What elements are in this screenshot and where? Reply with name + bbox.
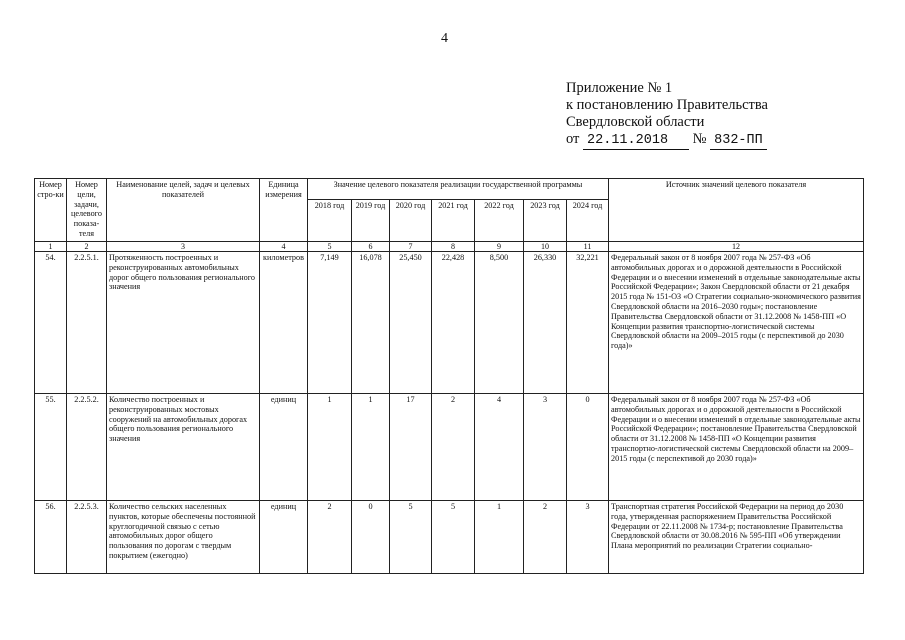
goal-code: 2.2.5.2. [67, 394, 107, 501]
header-goal-number: Номер цели, задачи, целевого показа-теля [67, 179, 107, 242]
resolution-number: 832-ПП [710, 132, 767, 150]
row-number: 56. [35, 501, 67, 574]
column-number: 10 [524, 242, 567, 252]
value-2019: 1 [352, 394, 390, 501]
unit: единиц [260, 394, 308, 501]
unit: километров [260, 252, 308, 394]
header-name: Наименование целей, задач и целевых показателей [107, 179, 260, 242]
value-2023: 2 [524, 501, 567, 574]
appendix-header [566, 80, 768, 150]
column-number: 12 [609, 242, 864, 252]
value-2024: 0 [567, 394, 609, 501]
row-number: 54. [35, 252, 67, 394]
goal-code: 2.2.5.3. [67, 501, 107, 574]
unit: единиц [260, 501, 308, 574]
column-number: 3 [107, 242, 260, 252]
year-2018: 2018 год [308, 200, 352, 242]
year-2019: 2019 год [352, 200, 390, 242]
value-2020: 5 [390, 501, 432, 574]
column-number: 9 [475, 242, 524, 252]
header-values-group: Значение целевого показателя реализации государственной программы [308, 179, 609, 200]
value-2018: 2 [308, 501, 352, 574]
column-number: 6 [352, 242, 390, 252]
table-row [35, 501, 864, 574]
appendix-title: Приложение № 1 [566, 80, 673, 96]
resolution-date: 22.11.2018 [583, 132, 689, 150]
goal-code: 2.2.5.1. [67, 252, 107, 394]
indicator-name: Количество сельских населенных пунктов, которые обеспечены постоянной круглогодичной связью с сетью автомобильных дорог общего пользования по дорогам с твердым покрытием (ежегодно) [107, 501, 260, 574]
indicators-table [34, 178, 864, 574]
table-row [35, 394, 864, 501]
indicator-name: Протяженность построенных и реконструированных автомобильных дорог общего пользования регионального значения [107, 252, 260, 394]
column-number: 5 [308, 242, 352, 252]
header-source: Источник значений целевого показателя [609, 179, 864, 242]
indicator-name: Количество построенных и реконструированных мостовых сооружений на автомобильных дорогах общего пользования регионального значения [107, 394, 260, 501]
source-text: Транспортная стратегия Российской Федерации на период до 2030 года, утвержденная распоряжением Правительства Российской Федерации от 22.11.2008 № 1734-р; постановление Правительства Свердловской области от 30.08.2016 № 595-ПП «Об утверждении Плана мероприятий по реализации Стратегии социально- [609, 501, 864, 574]
row-number: 55. [35, 394, 67, 501]
value-2021: 2 [432, 394, 475, 501]
value-2023: 26,330 [524, 252, 567, 394]
source-text: Федеральный закон от 8 ноября 2007 года № 257-ФЗ «Об автомобильных дорогах и о дорожной деятельности в Российской Федерации и о внесении изменений в отдельные законодательные акты Российской Федерации»; постановление Правительства Свердловской области от 31.12.2008 № 1458-ПП «О Концепции развития транспортно-логистической системы Свердловской области на 2009–2015 годы (с перспективой до 2030 года)» [609, 394, 864, 501]
appendix-date-line [566, 131, 768, 150]
appendix-resolution: к постановлению Правительства [566, 97, 768, 113]
year-2020: 2020 год [390, 200, 432, 242]
year-2023: 2023 год [524, 200, 567, 242]
column-number: 4 [260, 242, 308, 252]
value-2023: 3 [524, 394, 567, 501]
number-label: № [692, 131, 707, 147]
value-2021: 5 [432, 501, 475, 574]
column-number: 7 [390, 242, 432, 252]
value-2019: 0 [352, 501, 390, 574]
value-2022: 1 [475, 501, 524, 574]
header-row-number: Номер стро-ки [35, 179, 67, 242]
header-row [35, 179, 864, 200]
value-2024: 32,221 [567, 252, 609, 394]
value-2024: 3 [567, 501, 609, 574]
column-number: 11 [567, 242, 609, 252]
value-2022: 8,500 [475, 252, 524, 394]
year-2021: 2021 год [432, 200, 475, 242]
value-2020: 17 [390, 394, 432, 501]
value-2020: 25,450 [390, 252, 432, 394]
year-2024: 2024 год [567, 200, 609, 242]
value-2019: 16,078 [352, 252, 390, 394]
value-2021: 22,428 [432, 252, 475, 394]
from-label: от [566, 131, 580, 147]
table-row [35, 252, 864, 394]
value-2018: 1 [308, 394, 352, 501]
column-number: 2 [67, 242, 107, 252]
column-number: 1 [35, 242, 67, 252]
value-2022: 4 [475, 394, 524, 501]
column-number-row [35, 242, 864, 252]
page-number: 4 [441, 31, 448, 46]
column-number: 8 [432, 242, 475, 252]
source-text: Федеральный закон от 8 ноября 2007 года № 257-ФЗ «Об автомобильных дорогах и о дорожной деятельности в Российской Федерации и о внесении изменений в отдельные законодательные акты Российской Федерации»; Закон Свердловской области от 21 декабря 2015 года № 151-ОЗ «О Стратегии социально-экономического развития Свердловской области на 2016–2030 годы»; постановление Правительства Свердловской области от 31.12.2008 № 1458-ПП «О Концепции развития транспортно-логистической системы Свердловской области на 2009–2015 годы (с перспективой до 2030 года)» [609, 252, 864, 394]
header-unit: Единица измерения [260, 179, 308, 242]
appendix-region: Свердловской области [566, 114, 705, 130]
year-2022: 2022 год [475, 200, 524, 242]
value-2018: 7,149 [308, 252, 352, 394]
